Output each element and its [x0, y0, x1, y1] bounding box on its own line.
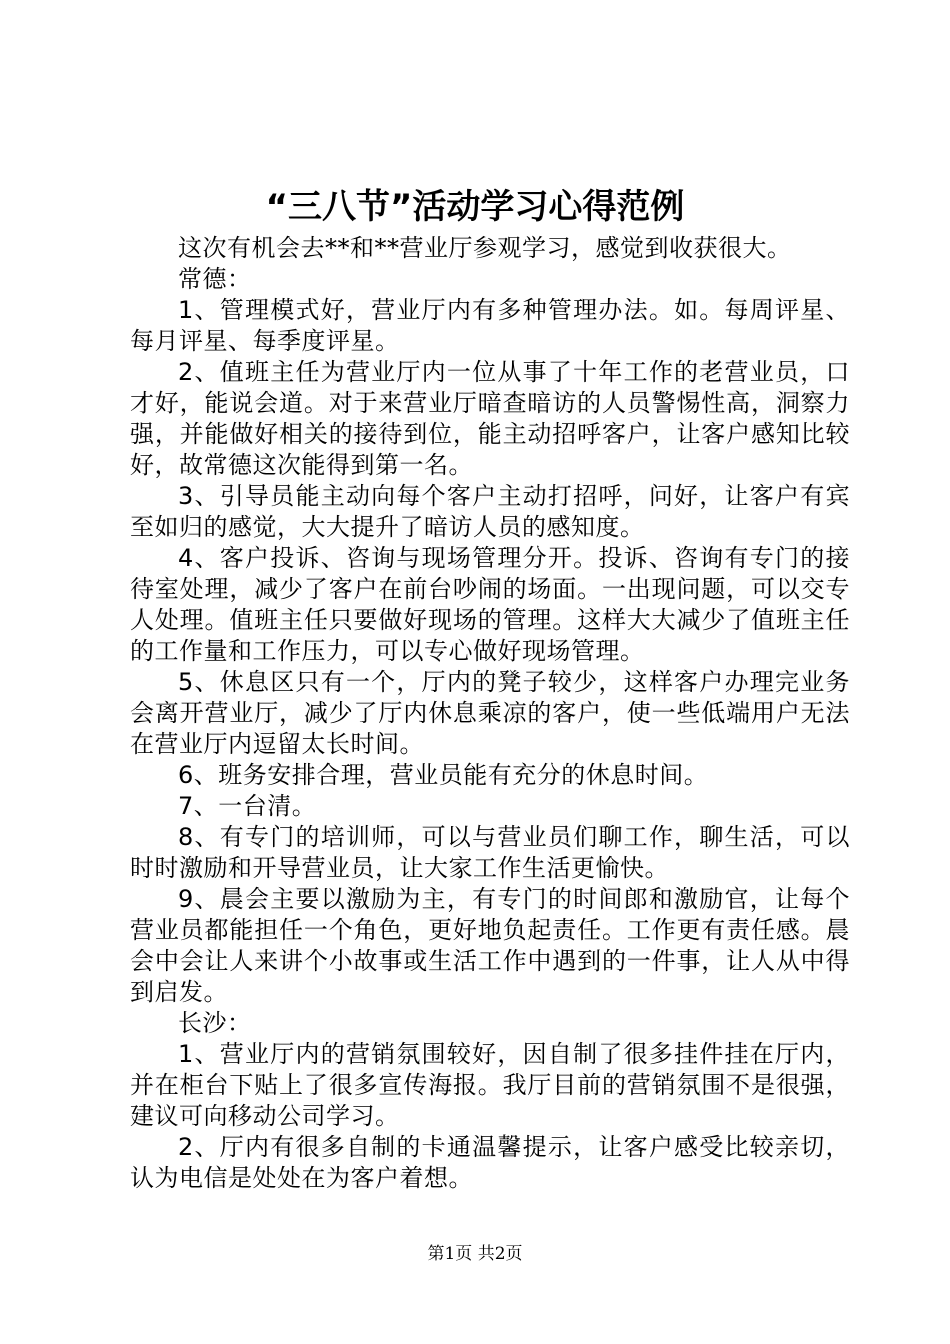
paragraph: 2、值班主任为营业厅内一位从事了十年工作的老营业员，口才好，能说会道。对于来营业厅暗查暗访的人员警惕性高，洞察力强，并能做好相关的接待到位，能主动招呼客户，让客户感知比较好，故常德这次能得到第一名。 [130, 358, 851, 479]
section-heading: 常德： [178, 265, 252, 293]
paragraph: 9、晨会主要以激励为主，有专门的时间郎和激励官，让每个营业员都能担任一个角色，更好地负起责任。工作更有责任感。晨会中会让人来讲个小故事或生活工作中遇到的一件事，让人从中得到启发。 [130, 885, 851, 1006]
section-heading: 长沙： [178, 1009, 252, 1037]
paragraph: 8、有专门的培训师，可以与营业员们聊工作，聊生活，可以时时激励和开导营业员，让大家工作生活更愉快。 [130, 823, 850, 882]
paragraph: 1、管理模式好，营业厅内有多种管理办法。如。每周评星、每月评星、每季度评星。 [130, 296, 850, 355]
paragraph: 4、客户投诉、咨询与现场管理分开。投诉、咨询有专门的接待室处理，减少了客户在前台吵闹的场面。一出现问题，可以交专人处理。值班主任只要做好现场的管理。这样大大减少了值班主任的工作量和工作压力，可以专心做好现场管理。 [130, 544, 850, 665]
document-title: “三八节”活动学习心得范例 [265, 187, 685, 227]
paragraph: 这次有机会去**和**营业厅参观学习，感觉到收获很大。 [178, 234, 792, 262]
page-number-footer: 第1页 共2页 [427, 1244, 523, 1264]
paragraph: 6、班务安排合理，营业员能有充分的休息时间。 [178, 761, 709, 789]
paragraph: 7、一台清。 [178, 792, 317, 820]
document-body [130, 233, 850, 1194]
paragraph: 1、营业厅内的营销氛围较好，因自制了很多挂件挂在厅内，并在柜台下贴上了很多宣传海报。我厅目前的营销氛围不是很强，建议可向移动公司学习。 [130, 1040, 851, 1130]
paragraph: 5、休息区只有一个，厅内的凳子较少，这样客户办理完业务会离开营业厅，减少了厅内休息乘凉的客户，使一些低端用户无法在营业厅内逗留太长时间。 [130, 668, 850, 758]
paragraph: 2、厅内有很多自制的卡通温馨提示，让客户感受比较亲切，认为电信是处处在为客户着想。 [130, 1133, 850, 1192]
paragraph: 3、引导员能主动向每个客户主动打招呼，问好，让客户有宾至如归的感觉，大大提升了暗访人员的感知度。 [130, 482, 850, 541]
